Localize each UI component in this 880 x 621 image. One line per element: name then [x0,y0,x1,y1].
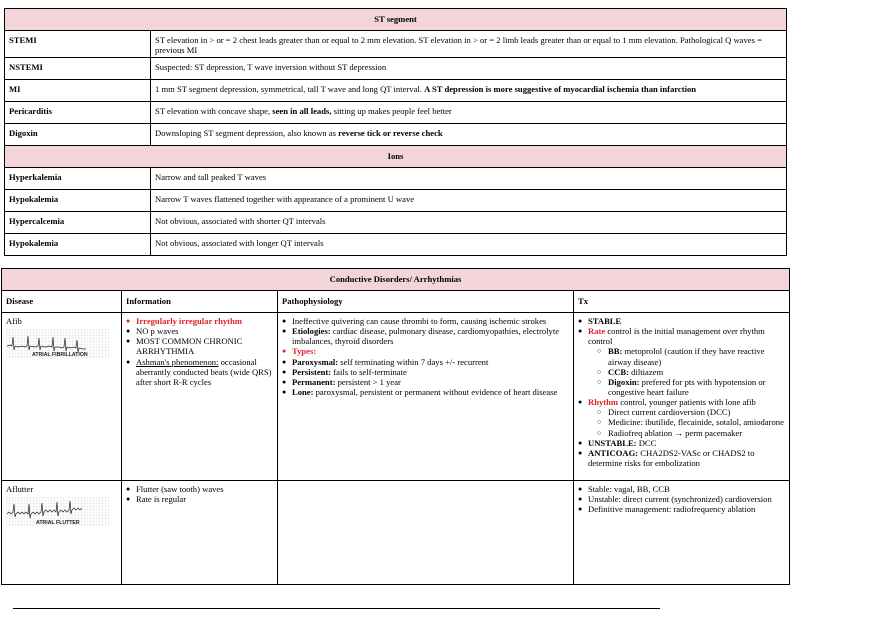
text-run: reverse tick or reverse check [338,128,443,139]
row-label: Hypokalemia [5,190,151,212]
text-run: seen in all leads, [272,106,332,117]
row-label: Hypokalemia [5,234,151,256]
text-run: Narrow T waves flattened together with appearance of a prominent U wave [155,194,415,205]
disease-name: Afib [6,316,22,326]
text-run: CCB: [608,366,630,377]
information-cell [122,313,278,481]
table-row [5,212,787,234]
text-run: Paroxysmal: [292,356,339,367]
text-run: Ashman's phenomenon: [136,356,219,367]
ecg-aflutter-graphic [6,497,109,527]
text-run: STABLE [588,316,622,326]
row-label: STEMI [5,31,151,58]
ecg-strip-aflutter [6,497,109,527]
column-header-pathophysiology: Pathophysiology [278,291,574,313]
list-item [578,316,785,326]
text-run: Downsloping ST segment depression, also known as [155,128,339,139]
st-segment-header-row [5,9,787,31]
row-description [151,234,787,256]
list-item [126,484,273,494]
text-run: control is the initial management over rhythm control [588,326,765,347]
text-run: metoprolol (caution if they have reactive airway disease) [608,346,765,367]
text-run: Definitive management: radiofrequency ablation [588,504,756,515]
text-run: ANTICOAG: [588,447,639,458]
text-run: Permanent: [292,376,336,387]
list-item [578,494,785,504]
text-run: Not obvious, associated with longer QT intervals [155,238,324,249]
text-run: BB: [608,346,623,357]
text-run: diltiazem [629,366,664,377]
list-item [126,316,273,326]
text-run: CHA2DS2-VASc or CHADS2 to determine risks for embolization [588,447,755,468]
table-row-afib [2,313,790,481]
text-run: control, younger patients with lone afib [618,397,756,408]
text-run: Direct current cardioversion (DCC) [608,407,731,418]
table-row [5,58,787,80]
column-header-tx: Tx [574,291,790,313]
information-cell [122,481,278,585]
table-row [5,80,787,102]
table-row [5,31,787,58]
text-run: Narrow and tall peaked T waves [155,172,267,183]
ions-header: Ions [5,146,787,168]
ecg-afib-graphic [6,329,109,359]
row-label: MI [5,80,151,102]
row-label: Hypercalcemia [5,212,151,234]
arrhythmia-header: Conductive Disorders/ Arrhythmias [2,269,790,291]
text-run: Rhythm [588,397,619,408]
list-item [282,357,569,367]
text-run: persistent > 1 year [335,376,401,387]
text-run: Flutter (saw tooth) waves [136,484,224,494]
row-description [151,190,787,212]
text-run: paroxysmal, persistent or permanent without evidence of heart disease [313,386,558,397]
list-item [126,494,273,504]
arrhythmia-header-row [2,269,790,291]
text-run: fails to self-terminate [331,366,407,377]
list-item [578,326,785,397]
ecg-afib-caption: ATRIAL FIBRILLATION [32,352,88,359]
row-description [151,168,787,190]
text-run: A ST depression is more suggestive of myocardial ischemia than infarction [424,84,697,95]
st-segment-header: ST segment [5,9,787,31]
text-run: Types: [292,346,317,357]
tx-cell [574,481,790,585]
list-item [282,387,569,397]
sub-list-item [588,367,785,377]
list-item [578,397,785,438]
ions-header-row [5,146,787,168]
table-row [5,234,787,256]
list-item [578,438,785,448]
table-row [5,190,787,212]
sub-list-item [588,428,785,438]
disease-name: Aflutter [6,484,34,494]
column-header-disease: Disease [2,291,122,313]
column-header-row [2,291,790,313]
disease-cell [2,313,122,481]
tx-cell [574,313,790,481]
text-run: ST elevation in > or = 2 chest leads greater than or equal to 2 mm elevation. ST elevation in > or = 2 limb leads greater than or equal to 1 mm elevation. Pathological Q waves = previous MI [155,35,762,56]
text-run: Unstable: direct current (synchronized) cardioversion [588,494,772,505]
row-description [151,80,787,102]
row-description [151,212,787,234]
text-run: Medicine: ibutilide, flecainide, sotalol, amiodarone [608,417,784,428]
text-run: NO p waves [136,326,179,337]
row-label: Digoxin [5,124,151,146]
table-row-aflutter [2,481,790,585]
list-item [126,336,273,356]
list-item [578,504,785,514]
list-item [282,326,569,346]
sub-list [588,407,785,437]
text-run: Persistent: [292,366,332,377]
text-run: Radiofreq ablation → perm pacemaker [608,427,743,438]
disease-cell [2,481,122,585]
text-run: sitting up makes people feel better [331,106,452,117]
row-label: Pericarditis [5,102,151,124]
ecg-strip-afib [6,329,109,359]
row-description [151,102,787,124]
sub-list-item [588,346,785,366]
text-run: Stable: vagal, BB, CCB [588,484,670,494]
table-row [5,102,787,124]
sub-list [588,346,785,397]
text-run: prefered for pts with hypotension or congestive heart failure [608,376,766,397]
list-item [578,484,785,494]
row-label: Hyperkalemia [5,168,151,190]
sub-list-item [588,417,785,427]
list-item [126,357,273,387]
st-ions-table [4,8,787,256]
text-run: Digoxin: [608,376,640,387]
text-run: UNSTABLE: [588,437,637,448]
text-run: cardiac disease, pulmonary disease, cardiomyopathies, electrolyte imbalances, thyroid disorders [292,326,560,347]
text-run: Etiologies: [292,326,331,337]
text-run: MOST COMMON CHRONIC ARRHYTHMIA [136,336,243,357]
row-label: NSTEMI [5,58,151,80]
text-run: Irregularly irregular rhythm [136,316,242,326]
text-run: Rate [588,326,606,337]
row-description [151,31,787,58]
list-item [282,377,569,387]
text-run: self terminating within 7 days +/- recurrent [338,356,489,367]
column-header-information: Information [122,291,278,313]
list-item [578,448,785,468]
text-run: Suspected: ST depression, T wave inversion without ST depression [155,62,387,73]
text-run: Lone: [292,386,314,397]
text-run: 1 mm ST segment depression, symmetrical, tall T wave and long QT interval. [155,84,425,95]
list-item [282,346,569,356]
sub-list-item [588,377,785,397]
ecg-aflutter-caption: ATRIAL FLUTTER [36,520,80,527]
footer-rule [13,608,660,609]
text-run: Ineffective quivering can cause thrombi to form, causing ischemic strokes [292,316,547,326]
sub-list-item [588,407,785,417]
text-run: occasional aberrantly conducted beats (wide QRS) after short R-R cycles [136,356,272,387]
list-item [282,367,569,377]
list-item [126,326,273,336]
row-description [151,124,787,146]
pathophysiology-cell [278,313,574,481]
text-run: Rate is regular [136,494,187,505]
pathophysiology-cell [278,481,574,585]
arrhythmia-table [1,268,790,585]
table-row [5,168,787,190]
text-run: Not obvious, associated with shorter QT intervals [155,216,326,227]
list-item [282,316,569,326]
text-run: ST elevation with concave shape, [155,106,273,117]
row-description [151,58,787,80]
table-row [5,124,787,146]
text-run: DCC [636,437,657,448]
